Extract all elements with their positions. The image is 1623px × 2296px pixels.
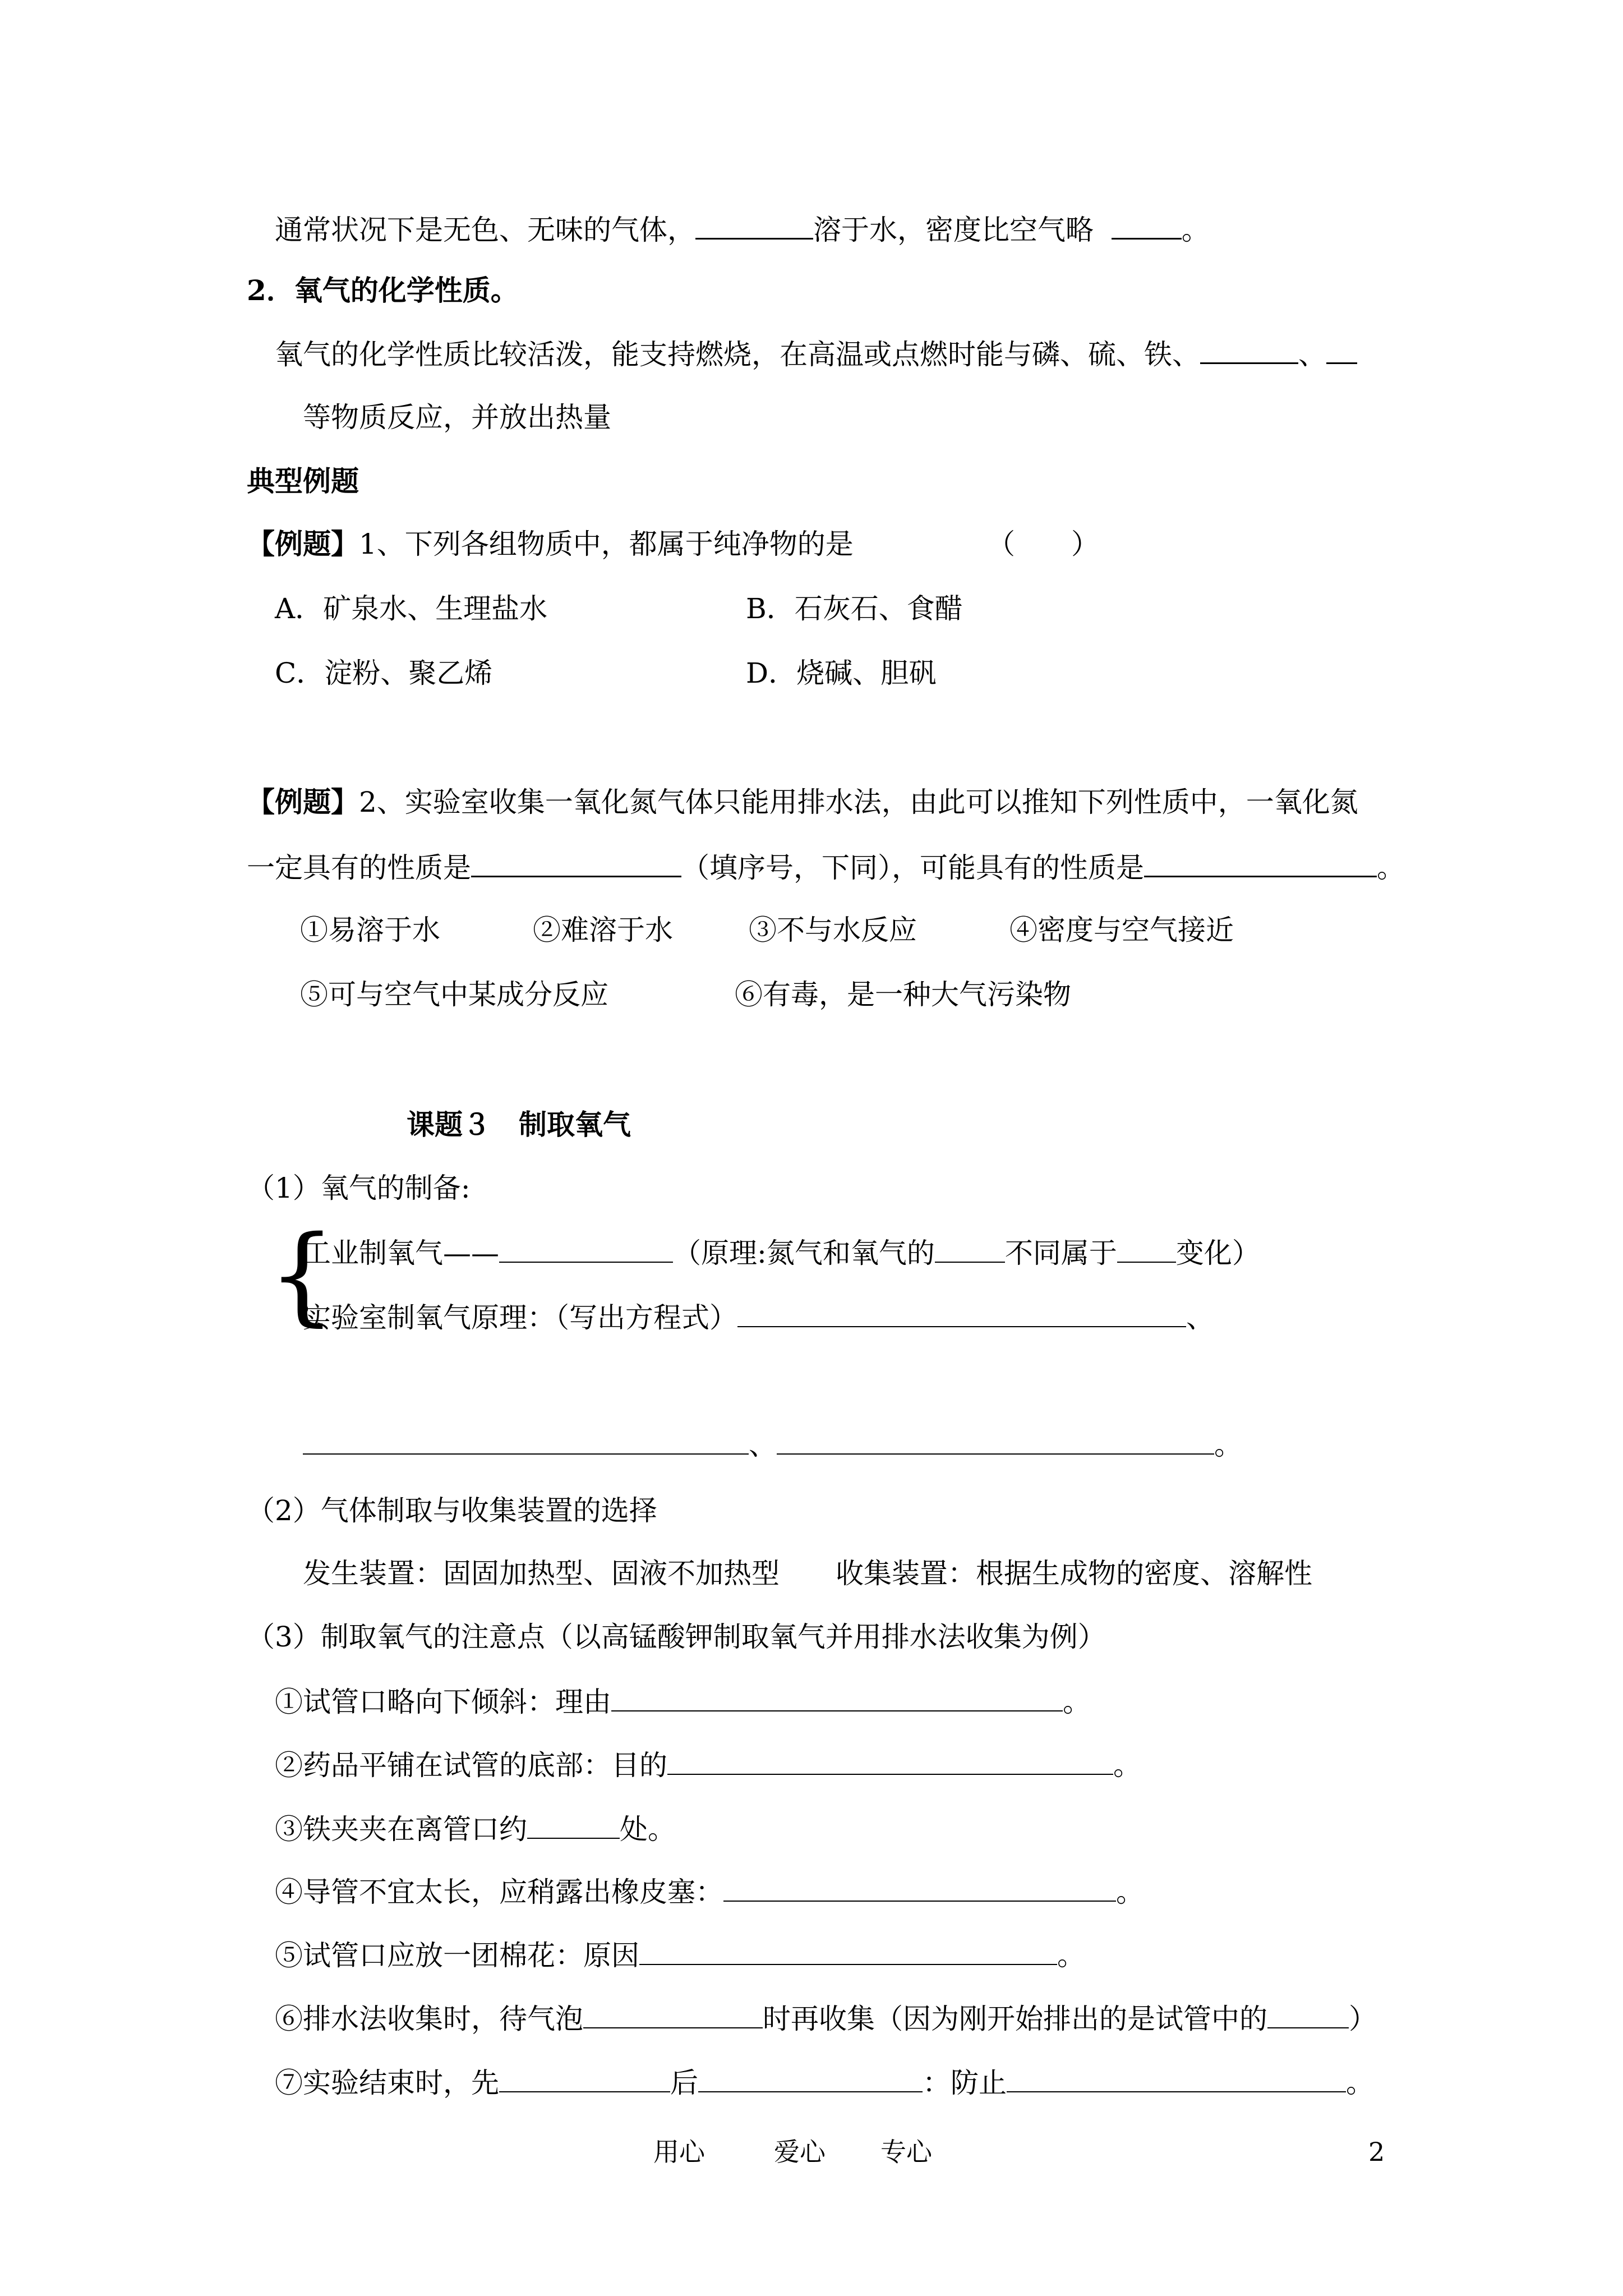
text: 实验室制氧气原理：（写出方程式） bbox=[303, 1301, 737, 1334]
fill-blank[interactable] bbox=[723, 1875, 1116, 1902]
text: 溶于水，密度比空气略 bbox=[813, 214, 1094, 246]
text: 时再收集（因为刚开始排出的是试管中的 bbox=[763, 2003, 1267, 2035]
note-7 bbox=[275, 2065, 1374, 2100]
text: ：防止 bbox=[923, 2067, 1007, 2099]
text: 、 bbox=[1298, 338, 1326, 371]
text: ④导管不宜太长，应稍露出橡皮塞： bbox=[275, 1876, 723, 1908]
apparatus-line: 发生装置：固固加热型、固液不加热型 收集装置：根据生成物的密度、溶解性 bbox=[303, 1557, 1312, 1590]
option-c[interactable]: C．淀粉、聚乙烯 bbox=[275, 657, 493, 689]
fill-blank[interactable] bbox=[471, 850, 681, 877]
fill-blank[interactable] bbox=[777, 1428, 1214, 1455]
note-5 bbox=[275, 1938, 1085, 1972]
footer-word: 爱心 bbox=[774, 2137, 826, 2167]
footer-word: 用心 bbox=[653, 2137, 705, 2167]
text: 后 bbox=[670, 2067, 698, 2099]
footer-word: 专心 bbox=[880, 2137, 932, 2167]
text: 。 bbox=[1057, 1939, 1085, 1972]
fill-blank[interactable] bbox=[1112, 212, 1182, 240]
choice-2: ②难溶于水 bbox=[533, 914, 673, 946]
text: ⑦实验结束时，先 bbox=[275, 2067, 499, 2099]
line-physical-properties bbox=[275, 212, 1210, 247]
fill-blank[interactable] bbox=[695, 212, 813, 240]
text: 。 bbox=[1377, 852, 1405, 884]
fill-blank[interactable] bbox=[611, 1685, 1063, 1711]
text: 变化） bbox=[1175, 1237, 1260, 1269]
fill-blank[interactable] bbox=[698, 2065, 923, 2092]
fill-blank[interactable] bbox=[1007, 2065, 1346, 2092]
brace-icon: { bbox=[268, 1213, 336, 1337]
fill-blank[interactable] bbox=[1117, 1236, 1176, 1263]
text: ⑤试管口应放一团棉花：原因 bbox=[275, 1939, 639, 1972]
fill-blank[interactable] bbox=[499, 1236, 673, 1263]
note-6 bbox=[275, 2001, 1377, 2036]
fill-blank[interactable] bbox=[1200, 337, 1298, 364]
subheading-preparation: （1）氧气的制备: bbox=[247, 1172, 471, 1204]
option-b[interactable]: B．石灰石、食醋 bbox=[746, 592, 963, 625]
text: ⑥排水法收集时，待气泡 bbox=[275, 2003, 583, 2035]
option-d[interactable]: D．烧碱、胆矾 bbox=[746, 657, 937, 689]
text: ③铁夹夹在离管口约 bbox=[275, 1813, 527, 1846]
industry-method bbox=[303, 1236, 1260, 1270]
text: 通常状况下是无色、无味的气体， bbox=[275, 214, 695, 246]
text: 。 bbox=[1214, 1429, 1242, 1461]
choice-5: ⑤可与空气中某成分反应 bbox=[300, 978, 608, 1011]
example-1 bbox=[247, 527, 854, 561]
text: 。 bbox=[1116, 1876, 1144, 1908]
line-reaction: 等物质反应，并放出热量 bbox=[303, 401, 611, 434]
text: 。 bbox=[1113, 1749, 1141, 1782]
equation-line bbox=[303, 1428, 1242, 1462]
heading-chemical-properties: 2．氧气的化学性质。 bbox=[247, 274, 519, 307]
text: 处。 bbox=[620, 1813, 676, 1846]
choice-3: ③不与水反应 bbox=[749, 914, 917, 946]
subheading-notes: （3）制取氧气的注意点（以高锰酸钾制取氧气并用排水法收集为例） bbox=[247, 1621, 1106, 1653]
fill-blank[interactable] bbox=[737, 1300, 1186, 1327]
note-3 bbox=[275, 1812, 676, 1846]
fill-blank[interactable] bbox=[1326, 337, 1357, 364]
topic-title: 课题３ 制取氧气 bbox=[407, 1108, 631, 1141]
fill-blank[interactable] bbox=[499, 2065, 670, 2092]
example-2 bbox=[247, 785, 1358, 819]
fill-blank[interactable] bbox=[583, 2001, 763, 2028]
example-2-line2 bbox=[247, 850, 1405, 885]
text: ①试管口略向下倾斜：理由 bbox=[275, 1686, 611, 1718]
fill-blank[interactable] bbox=[1267, 2001, 1349, 2028]
text: ） bbox=[1349, 2003, 1377, 2035]
example-tag: 【例题】 bbox=[247, 785, 359, 818]
text: 、 bbox=[749, 1429, 777, 1461]
fill-blank[interactable] bbox=[527, 1812, 620, 1839]
text: 。 bbox=[1346, 2067, 1374, 2099]
text: 。 bbox=[1181, 214, 1210, 246]
choice-6: ⑥有毒，是一种大气污染物 bbox=[735, 978, 1071, 1011]
fill-blank[interactable] bbox=[1144, 850, 1377, 877]
text: ②药品平铺在试管的底部：目的 bbox=[275, 1749, 667, 1782]
example-tag: 【例题】 bbox=[247, 527, 359, 560]
page-number: 2 bbox=[1368, 2137, 1385, 2167]
example-text: 1、下列各组物质中，都属于纯净物的是 bbox=[359, 528, 854, 560]
option-a[interactable]: A．矿泉水、生理盐水 bbox=[275, 592, 548, 625]
fill-blank[interactable] bbox=[303, 1428, 749, 1455]
note-2 bbox=[275, 1748, 1141, 1782]
fill-blank[interactable] bbox=[935, 1236, 1005, 1263]
subheading-apparatus: （2）气体制取与收集装置的选择 bbox=[247, 1494, 657, 1527]
text: 不同属于 bbox=[1004, 1237, 1117, 1269]
heading-examples: 典型例题 bbox=[247, 464, 359, 498]
text: 、 bbox=[1186, 1301, 1214, 1334]
lab-method bbox=[303, 1300, 1214, 1335]
choice-4: ④密度与空气接近 bbox=[1009, 914, 1234, 946]
text: （原理:氮气和氧气的 bbox=[673, 1237, 935, 1269]
choice-1: ①易溶于水 bbox=[300, 914, 440, 946]
text: 氧气的化学性质比较活泼，能支持燃烧，在高温或点燃时能与磷、硫、铁、 bbox=[275, 338, 1200, 371]
line-chemical-properties bbox=[275, 337, 1357, 371]
note-4 bbox=[275, 1875, 1144, 1909]
note-1 bbox=[275, 1685, 1091, 1719]
answer-paren[interactable]: （ ） bbox=[987, 528, 1099, 560]
text: 一定具有的性质是 bbox=[247, 852, 471, 884]
fill-blank[interactable] bbox=[667, 1748, 1113, 1775]
fill-blank[interactable] bbox=[639, 1938, 1057, 1965]
text: 工业制氧气—— bbox=[303, 1237, 499, 1269]
text: 。 bbox=[1063, 1686, 1091, 1718]
text: （填序号，下同），可能具有的性质是 bbox=[681, 852, 1144, 884]
example-text: 2、实验室收集一氧化氮气体只能用排水法，由此可以推知下列性质中，一氧化氮 bbox=[359, 786, 1358, 818]
